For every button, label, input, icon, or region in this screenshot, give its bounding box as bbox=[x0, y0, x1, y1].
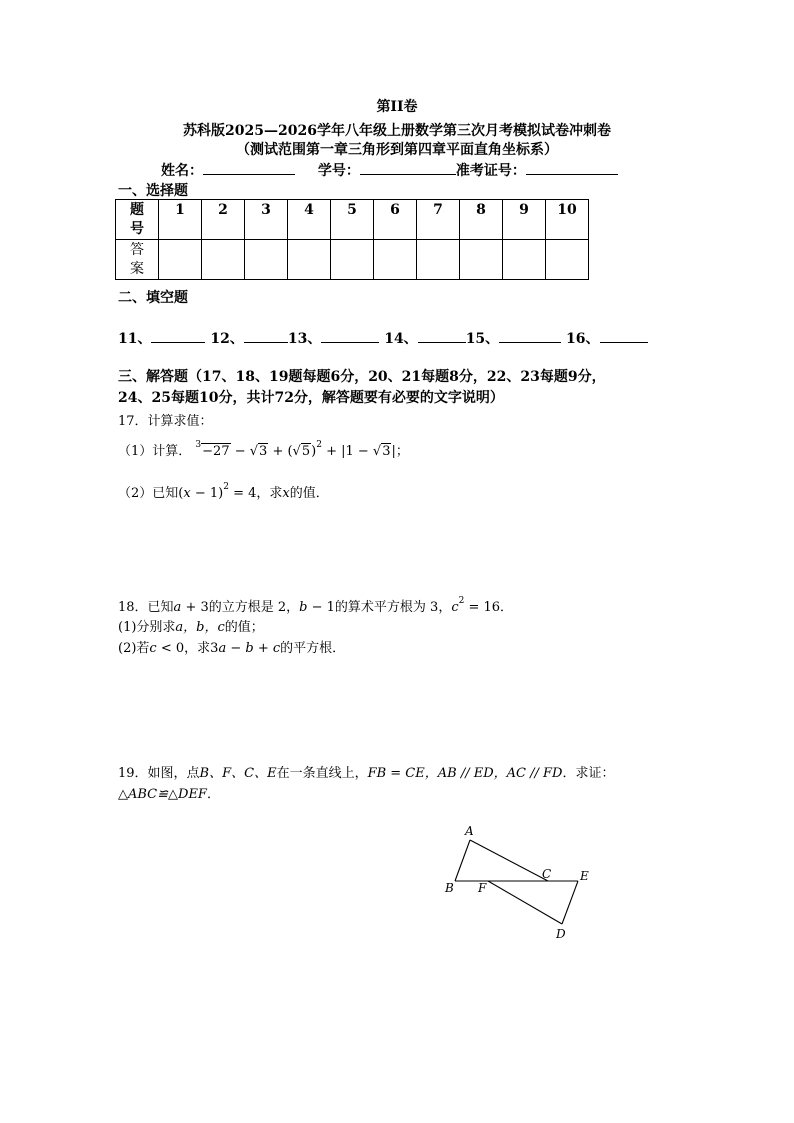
answer-cell[interactable] bbox=[331, 240, 374, 280]
name-field[interactable] bbox=[203, 160, 295, 175]
fill-blank-row bbox=[118, 328, 648, 348]
question-number-cell: 7 bbox=[417, 200, 460, 240]
exam-number-field[interactable] bbox=[526, 160, 618, 175]
answer-table-number-row bbox=[116, 200, 589, 240]
blank-number-11: 11、 bbox=[118, 331, 152, 347]
question-number-cell: 6 bbox=[374, 200, 417, 240]
blank-number-15: 15、 bbox=[465, 331, 500, 347]
name-label: 姓名： bbox=[161, 163, 203, 179]
answer-cell[interactable] bbox=[546, 240, 589, 280]
blank-number-12: 12、 bbox=[210, 331, 244, 347]
answer-cell[interactable] bbox=[159, 240, 202, 280]
volume-label: 第II卷 bbox=[376, 99, 418, 115]
student-id-label: 学号： bbox=[317, 163, 360, 179]
segment-ac bbox=[470, 840, 548, 881]
q18-part2: (2)若c < 0，求3a − b + c的平方根． bbox=[118, 641, 346, 656]
q18-stem: 18．已知a + 3的立方根是 2，b − 1的算术平方根为 3，$c^2 = 16$． bbox=[118, 596, 514, 615]
segment-fd bbox=[488, 881, 562, 924]
q17-expression: $^3-27 - √3 + (√5)^2 + |1 - √3|$； bbox=[195, 440, 409, 459]
q19-stem: 19．如图，点B、F、C、E在一条直线上，FB = CE，AB // ED，AC // FD．求证： bbox=[118, 766, 615, 781]
point-label-b: B bbox=[445, 881, 454, 895]
q18-part1: (1)分别求a，b，c的值； bbox=[118, 620, 264, 635]
point-label-e: E bbox=[580, 869, 589, 883]
point-label-c: C bbox=[542, 867, 552, 881]
blank-number-16: 16、 bbox=[566, 331, 600, 347]
question-number-cell: 4 bbox=[288, 200, 331, 240]
segment-ab bbox=[455, 840, 470, 881]
question-number-cell: 8 bbox=[460, 200, 503, 240]
answer-cell[interactable] bbox=[288, 240, 331, 280]
point-label-a: A bbox=[465, 824, 474, 838]
exam-number-label: 准考证号： bbox=[455, 163, 526, 179]
blank-14[interactable] bbox=[418, 328, 466, 343]
q19-claim: △ABC≌△DEF． bbox=[118, 787, 220, 802]
section-multiple-choice-title: 一、选择题 bbox=[118, 183, 188, 199]
question-number-cell: 10 bbox=[546, 200, 589, 240]
q17-equation: $(x - 1)^2$ bbox=[178, 482, 229, 501]
blank-12[interactable] bbox=[244, 328, 288, 343]
segment-ed bbox=[562, 881, 578, 924]
blank-11[interactable] bbox=[151, 328, 205, 343]
blank-number-14: 14、 bbox=[384, 331, 418, 347]
answer-cell[interactable] bbox=[417, 240, 460, 280]
point-label-f: F bbox=[478, 881, 487, 895]
q17-part2: （2）已知$(x - 1)^2 = 4$，求x的值． bbox=[118, 482, 329, 501]
geometry-figure bbox=[440, 820, 600, 945]
question-number-cell: 5 bbox=[331, 200, 374, 240]
answer-table-answer-row bbox=[116, 240, 589, 280]
point-label-d: D bbox=[556, 927, 566, 941]
blank-number-13: 13、 bbox=[287, 331, 322, 347]
section-solutions-title-line1: 三、解答题（17、18、19题每题6分，20、21每题8分，22、23每题9分， bbox=[118, 369, 606, 385]
student-id-field[interactable] bbox=[360, 160, 456, 175]
blank-16[interactable] bbox=[600, 328, 648, 343]
exam-subtitle: （测试范围第一章三角形到第四章平面直角坐标系） bbox=[236, 142, 558, 158]
answer-cell[interactable] bbox=[503, 240, 546, 280]
answer-header: 答 案 bbox=[116, 240, 159, 280]
student-info-row bbox=[161, 160, 618, 180]
answer-cell[interactable] bbox=[460, 240, 503, 280]
answer-table bbox=[115, 199, 589, 280]
q17-stem: 17．计算求值： bbox=[118, 414, 213, 429]
question-number-cell: 3 bbox=[245, 200, 288, 240]
q17-part1: （1）计算． $^3-27 - √3 + (√5)^2 + |1 - √3|$； bbox=[118, 440, 409, 459]
answer-cell[interactable] bbox=[374, 240, 417, 280]
exam-title: 苏科版2025—2026学年八年级上册数学第三次月考模拟试卷冲刺卷 bbox=[183, 123, 611, 139]
answer-cell[interactable] bbox=[202, 240, 245, 280]
answer-cell[interactable] bbox=[245, 240, 288, 280]
section-solutions-title-line2: 24、25每题10分，共计72分，解答题要有必要的文字说明） bbox=[118, 390, 504, 406]
question-number-header: 题 号 bbox=[116, 200, 159, 240]
question-number-cell: 1 bbox=[159, 200, 202, 240]
blank-15[interactable] bbox=[499, 328, 561, 343]
blank-13[interactable] bbox=[321, 328, 379, 343]
section-fill-blank-title: 二、填空题 bbox=[118, 290, 188, 306]
question-number-cell: 9 bbox=[503, 200, 546, 240]
question-number-cell: 2 bbox=[202, 200, 245, 240]
